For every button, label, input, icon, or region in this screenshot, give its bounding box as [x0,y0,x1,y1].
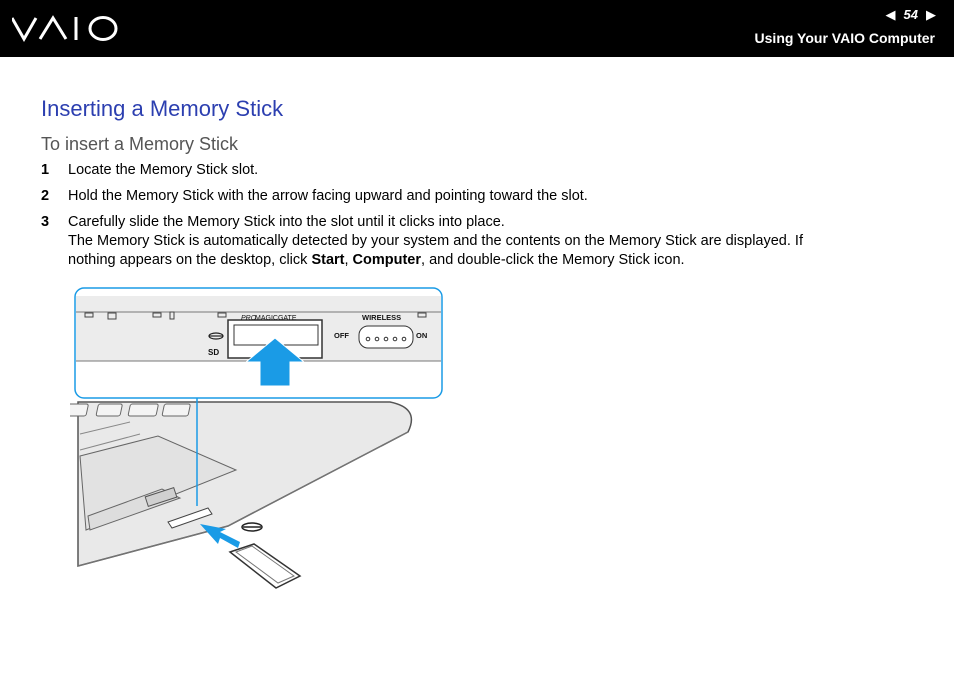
step-detail-line-2: nothing appears on the desktop, click Start, Computer, and double-click the Memory Stick icon. [68,252,685,268]
next-page-arrow-icon[interactable]: ▶ [926,7,936,22]
computer-reference: Computer [352,252,422,268]
magicgate-label: MAGICGATE [255,315,297,322]
pro-label: PRO [241,315,257,322]
page-title: Inserting a Memory Stick [41,96,284,121]
header-bar [0,0,954,57]
step-number: 1 [41,162,50,178]
step-text: Hold the Memory Stick with the arrow facing upward and pointing toward the slot. [68,188,588,204]
prev-page-arrow-icon[interactable]: ◀ [885,7,896,22]
on-label: ON [416,331,428,340]
step-number: 3 [41,214,50,230]
wireless-label: WIRELESS [362,313,402,322]
off-label: OFF [334,331,349,340]
section-name: Using Your VAIO Computer [754,30,935,46]
sd-label: SD [208,348,220,357]
step-text: Carefully slide the Memory Stick into the slot until it clicks into place. [68,214,505,230]
procedure-subtitle: To insert a Memory Stick [41,134,239,154]
page-number: 54 [903,7,918,22]
step-detail-line-1: The Memory Stick is automatically detected by your system and the contents on the Memory Stick are displayed. If [68,233,803,249]
page-navigation [886,6,936,24]
memory-stick-insertion-illustration [70,284,450,594]
step-number: 2 [41,188,50,204]
start-menu-reference: Start [311,252,345,268]
vaio-logo [12,15,120,42]
step-text: Locate the Memory Stick slot. [68,162,259,178]
